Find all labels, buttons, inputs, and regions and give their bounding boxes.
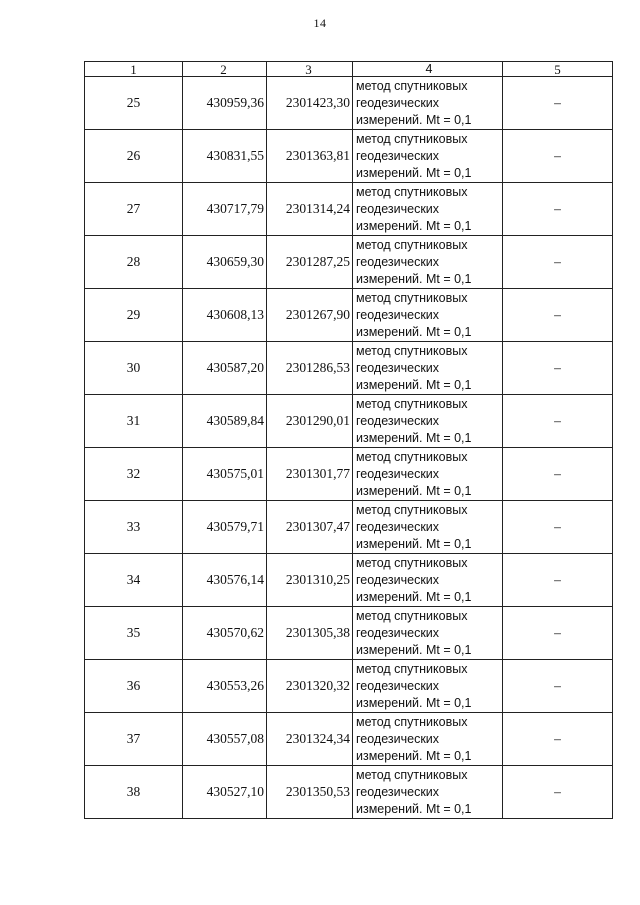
method-line: геодезических xyxy=(356,519,440,534)
method-cell xyxy=(353,236,503,289)
method-line: метод спутниковых xyxy=(356,661,468,676)
point-number-cell: 27 xyxy=(85,183,183,236)
y-coordinate-cell: 2301350,53 xyxy=(267,766,353,819)
method-line: измерений. Mt = 0,1 xyxy=(356,748,472,763)
table-header-row xyxy=(85,62,613,77)
table-row xyxy=(85,501,613,554)
page-number: 14 xyxy=(313,16,327,30)
method-line: геодезических xyxy=(356,731,440,746)
point-number-cell: 32 xyxy=(85,448,183,501)
method-line: метод спутниковых xyxy=(356,555,468,570)
method-cell xyxy=(353,130,503,183)
method-line: геодезических xyxy=(356,148,440,163)
note-cell: – xyxy=(503,607,613,660)
method-cell xyxy=(353,448,503,501)
table-row xyxy=(85,713,613,766)
method-cell xyxy=(353,713,503,766)
method-line: измерений. Mt = 0,1 xyxy=(356,165,472,180)
method-cell xyxy=(353,183,503,236)
x-coordinate-cell: 430589,84 xyxy=(183,395,267,448)
method-cell xyxy=(353,766,503,819)
y-coordinate-cell: 2301290,01 xyxy=(267,395,353,448)
method-cell xyxy=(353,77,503,130)
method-cell xyxy=(353,660,503,713)
method-line: геодезических xyxy=(356,572,440,587)
method-cell xyxy=(353,501,503,554)
table-row xyxy=(85,183,613,236)
table-body xyxy=(85,77,613,819)
note-cell: – xyxy=(503,501,613,554)
method-line: геодезических xyxy=(356,254,440,269)
note-cell: – xyxy=(503,289,613,342)
column-header-5: 5 xyxy=(503,62,613,77)
y-coordinate-cell: 2301314,24 xyxy=(267,183,353,236)
y-coordinate-cell: 2301305,38 xyxy=(267,607,353,660)
note-cell: – xyxy=(503,395,613,448)
method-line: метод спутниковых xyxy=(356,237,468,252)
table-row xyxy=(85,77,613,130)
method-line: геодезических xyxy=(356,678,440,693)
x-coordinate-cell: 430527,10 xyxy=(183,766,267,819)
table-row xyxy=(85,607,613,660)
method-line: измерений. Mt = 0,1 xyxy=(356,377,472,392)
x-coordinate-cell: 430608,13 xyxy=(183,289,267,342)
note-cell: – xyxy=(503,660,613,713)
point-number-cell: 28 xyxy=(85,236,183,289)
method-cell xyxy=(353,554,503,607)
y-coordinate-cell: 2301267,90 xyxy=(267,289,353,342)
column-header-4: 4 xyxy=(353,62,503,77)
y-coordinate-cell: 2301286,53 xyxy=(267,342,353,395)
table-row xyxy=(85,289,613,342)
method-line: геодезических xyxy=(356,360,440,375)
column-header-3: 3 xyxy=(267,62,353,77)
method-line: геодезических xyxy=(356,466,440,481)
point-number-cell: 36 xyxy=(85,660,183,713)
y-coordinate-cell: 2301320,32 xyxy=(267,660,353,713)
method-line: метод спутниковых xyxy=(356,184,468,199)
method-cell xyxy=(353,342,503,395)
note-cell: – xyxy=(503,448,613,501)
table-row xyxy=(85,342,613,395)
y-coordinate-cell: 2301287,25 xyxy=(267,236,353,289)
note-cell: – xyxy=(503,130,613,183)
x-coordinate-cell: 430659,30 xyxy=(183,236,267,289)
note-cell: – xyxy=(503,183,613,236)
point-number-cell: 29 xyxy=(85,289,183,342)
method-line: метод спутниковых xyxy=(356,343,468,358)
method-line: геодезических xyxy=(356,784,440,799)
point-number-cell: 38 xyxy=(85,766,183,819)
method-line: измерений. Mt = 0,1 xyxy=(356,642,472,657)
method-line: метод спутниковых xyxy=(356,502,468,517)
method-line: измерений. Mt = 0,1 xyxy=(356,536,472,551)
method-line: измерений. Mt = 0,1 xyxy=(356,483,472,498)
method-line: измерений. Mt = 0,1 xyxy=(356,430,472,445)
x-coordinate-cell: 430831,55 xyxy=(183,130,267,183)
y-coordinate-cell: 2301423,30 xyxy=(267,77,353,130)
method-line: метод спутниковых xyxy=(356,449,468,464)
column-header-1: 1 xyxy=(85,62,183,77)
point-number-cell: 30 xyxy=(85,342,183,395)
note-cell: – xyxy=(503,77,613,130)
x-coordinate-cell: 430575,01 xyxy=(183,448,267,501)
point-number-cell: 26 xyxy=(85,130,183,183)
method-line: геодезических xyxy=(356,201,440,216)
x-coordinate-cell: 430579,71 xyxy=(183,501,267,554)
x-coordinate-cell: 430959,36 xyxy=(183,77,267,130)
point-number-cell: 25 xyxy=(85,77,183,130)
y-coordinate-cell: 2301301,77 xyxy=(267,448,353,501)
note-cell: – xyxy=(503,554,613,607)
method-line: метод спутниковых xyxy=(356,396,468,411)
y-coordinate-cell: 2301363,81 xyxy=(267,130,353,183)
point-number-cell: 35 xyxy=(85,607,183,660)
method-line: измерений. Mt = 0,1 xyxy=(356,695,472,710)
coordinates-table xyxy=(84,61,613,819)
x-coordinate-cell: 430570,62 xyxy=(183,607,267,660)
method-line: геодезических xyxy=(356,413,440,428)
method-line: измерений. Mt = 0,1 xyxy=(356,801,472,816)
x-coordinate-cell: 430553,26 xyxy=(183,660,267,713)
x-coordinate-cell: 430587,20 xyxy=(183,342,267,395)
method-cell xyxy=(353,607,503,660)
note-cell: – xyxy=(503,766,613,819)
point-number-cell: 37 xyxy=(85,713,183,766)
method-line: измерений. Mt = 0,1 xyxy=(356,112,472,127)
table-row xyxy=(85,395,613,448)
point-number-cell: 33 xyxy=(85,501,183,554)
note-cell: – xyxy=(503,236,613,289)
method-cell xyxy=(353,289,503,342)
method-line: геодезических xyxy=(356,625,440,640)
x-coordinate-cell: 430576,14 xyxy=(183,554,267,607)
table-row xyxy=(85,236,613,289)
y-coordinate-cell: 2301310,25 xyxy=(267,554,353,607)
method-line: геодезических xyxy=(356,95,440,110)
method-line: измерений. Mt = 0,1 xyxy=(356,218,472,233)
point-number-cell: 34 xyxy=(85,554,183,607)
method-cell xyxy=(353,395,503,448)
note-cell: – xyxy=(503,713,613,766)
method-line: метод спутниковых xyxy=(356,78,468,93)
method-line: измерений. Mt = 0,1 xyxy=(356,589,472,604)
method-line: метод спутниковых xyxy=(356,290,468,305)
column-header-2: 2 xyxy=(183,62,267,77)
y-coordinate-cell: 2301307,47 xyxy=(267,501,353,554)
method-line: метод спутниковых xyxy=(356,714,468,729)
method-line: метод спутниковых xyxy=(356,767,468,782)
table-row xyxy=(85,660,613,713)
table-row xyxy=(85,448,613,501)
x-coordinate-cell: 430717,79 xyxy=(183,183,267,236)
note-cell: – xyxy=(503,342,613,395)
table-row xyxy=(85,554,613,607)
point-number-cell: 31 xyxy=(85,395,183,448)
method-line: метод спутниковых xyxy=(356,131,468,146)
method-line: геодезических xyxy=(356,307,440,322)
table-row xyxy=(85,130,613,183)
y-coordinate-cell: 2301324,34 xyxy=(267,713,353,766)
x-coordinate-cell: 430557,08 xyxy=(183,713,267,766)
method-line: измерений. Mt = 0,1 xyxy=(356,324,472,339)
method-line: измерений. Mt = 0,1 xyxy=(356,271,472,286)
method-line: метод спутниковых xyxy=(356,608,468,623)
table-row xyxy=(85,766,613,819)
